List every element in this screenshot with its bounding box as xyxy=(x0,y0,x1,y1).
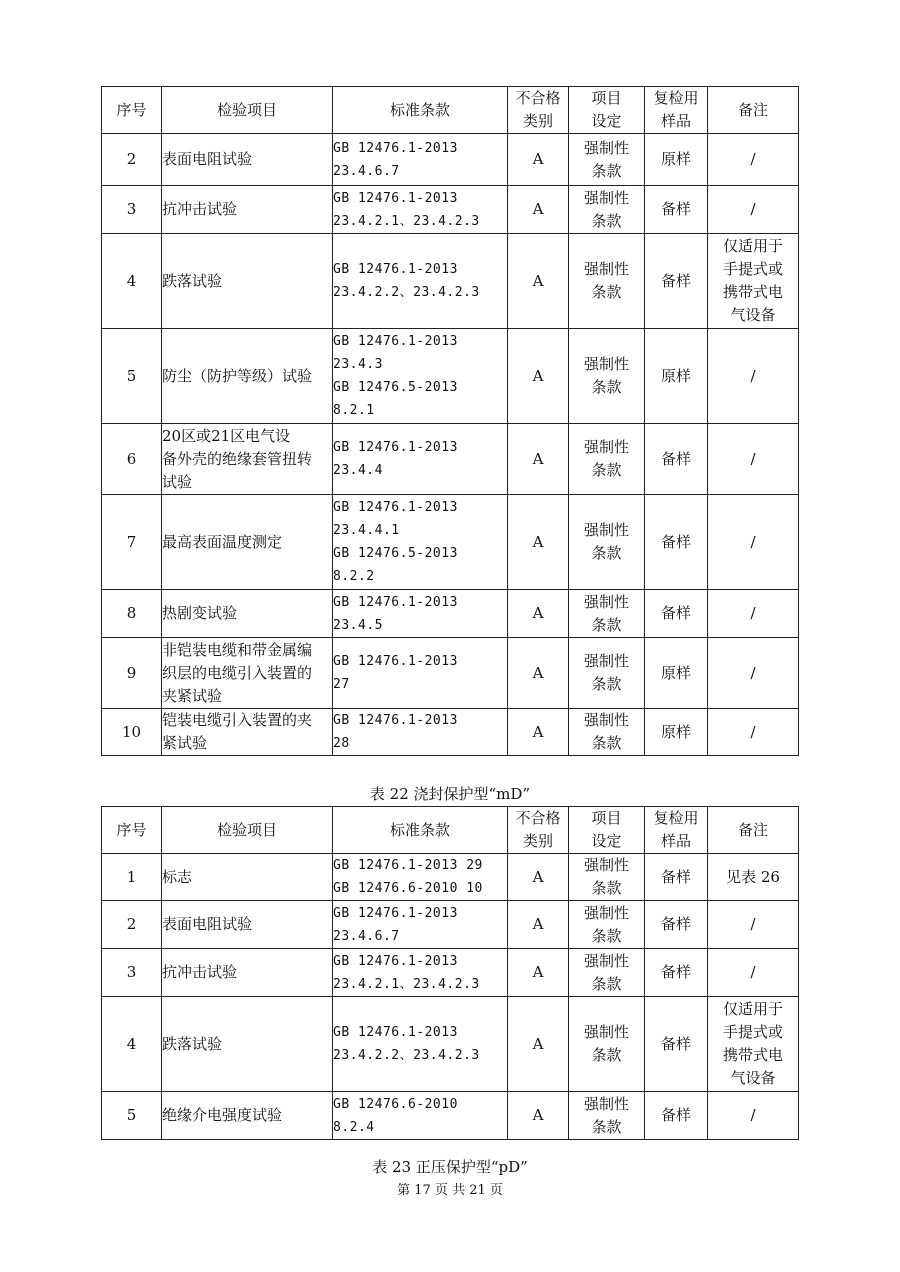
header-setting: 项目 设定 xyxy=(569,87,645,134)
cell-item: 抗冲击试验 xyxy=(162,186,333,234)
inspection-table-continued xyxy=(101,86,799,756)
cell-no: 7 xyxy=(102,495,162,590)
cell-setting: 强制性 条款 xyxy=(569,997,645,1092)
cell-setting: 强制性 条款 xyxy=(569,949,645,997)
header-item: 检验项目 xyxy=(162,87,333,134)
cell-item: 标志 xyxy=(162,854,333,901)
cell-category: A xyxy=(508,134,569,186)
cell-setting: 强制性 条款 xyxy=(569,134,645,186)
cell-category: A xyxy=(508,709,569,756)
cell-note: / xyxy=(708,329,799,424)
cell-note: / xyxy=(708,495,799,590)
cell-no: 2 xyxy=(102,901,162,949)
header-category: 不合格 类别 xyxy=(508,807,569,854)
cell-item: 跌落试验 xyxy=(162,234,333,329)
table-row xyxy=(102,329,799,424)
cell-setting: 强制性 条款 xyxy=(569,424,645,495)
cell-standard: GB 12476.1-2013 23.4.4.1 GB 12476.5-2013 8.2.2 xyxy=(333,495,508,590)
cell-setting: 强制性 条款 xyxy=(569,186,645,234)
cell-no: 1 xyxy=(102,854,162,901)
table-caption-23: 表 23 正压保护型“pD” xyxy=(372,1158,528,1176)
inspection-table-md xyxy=(101,806,799,1140)
cell-standard: GB 12476.1-2013 23.4.2.2、23.4.2.3 xyxy=(333,997,508,1092)
cell-item: 20区或21区电气设 备外壳的绝缘套管扭转 试验 xyxy=(162,424,333,495)
table-row xyxy=(102,949,799,997)
cell-no: 5 xyxy=(102,1092,162,1140)
cell-setting: 强制性 条款 xyxy=(569,638,645,709)
table-header-row xyxy=(102,807,799,854)
table-row xyxy=(102,495,799,590)
cell-no: 10 xyxy=(102,709,162,756)
cell-sample: 原样 xyxy=(645,134,708,186)
cell-sample: 备样 xyxy=(645,997,708,1092)
cell-sample: 备样 xyxy=(645,186,708,234)
table-header-row xyxy=(102,87,799,134)
cell-sample: 备样 xyxy=(645,234,708,329)
cell-note: / xyxy=(708,949,799,997)
cell-sample: 原样 xyxy=(645,638,708,709)
cell-no: 9 xyxy=(102,638,162,709)
cell-setting: 强制性 条款 xyxy=(569,329,645,424)
cell-note: 仅适用于 手提式或 携带式电 气设备 xyxy=(708,997,799,1092)
cell-sample: 备样 xyxy=(645,901,708,949)
cell-standard: GB 12476.1-2013 23.4.6.7 xyxy=(333,901,508,949)
cell-sample: 原样 xyxy=(645,329,708,424)
cell-category: A xyxy=(508,638,569,709)
table-row xyxy=(102,709,799,756)
cell-category: A xyxy=(508,329,569,424)
cell-note: / xyxy=(708,638,799,709)
cell-standard: GB 12476.6-2010 8.2.4 xyxy=(333,1092,508,1140)
cell-item: 非铠装电缆和带金属编 织层的电缆引入装置的 夹紧试验 xyxy=(162,638,333,709)
table-row xyxy=(102,854,799,901)
cell-setting: 强制性 条款 xyxy=(569,709,645,756)
cell-no: 4 xyxy=(102,997,162,1092)
cell-setting: 强制性 条款 xyxy=(569,590,645,638)
cell-item: 表面电阻试验 xyxy=(162,134,333,186)
cell-standard: GB 12476.1-2013 28 xyxy=(333,709,508,756)
header-no: 序号 xyxy=(102,87,162,134)
cell-category: A xyxy=(508,234,569,329)
table-row xyxy=(102,234,799,329)
cell-setting: 强制性 条款 xyxy=(569,1092,645,1140)
cell-note: / xyxy=(708,424,799,495)
table-row xyxy=(102,134,799,186)
cell-standard: GB 12476.1-2013 27 xyxy=(333,638,508,709)
cell-standard: GB 12476.1-2013 23.4.5 xyxy=(333,590,508,638)
cell-standard: GB 12476.1-2013 23.4.6.7 xyxy=(333,134,508,186)
cell-no: 8 xyxy=(102,590,162,638)
cell-item: 防尘（防护等级）试验 xyxy=(162,329,333,424)
cell-category: A xyxy=(508,949,569,997)
cell-no: 5 xyxy=(102,329,162,424)
cell-category: A xyxy=(508,590,569,638)
cell-category: A xyxy=(508,424,569,495)
cell-item: 铠装电缆引入装置的夹 紧试验 xyxy=(162,709,333,756)
cell-sample: 备样 xyxy=(645,424,708,495)
header-standard: 标准条款 xyxy=(333,87,508,134)
cell-item: 跌落试验 xyxy=(162,997,333,1092)
cell-no: 3 xyxy=(102,949,162,997)
cell-note: 仅适用于 手提式或 携带式电 气设备 xyxy=(708,234,799,329)
cell-no: 3 xyxy=(102,186,162,234)
cell-category: A xyxy=(508,1092,569,1140)
cell-item: 抗冲击试验 xyxy=(162,949,333,997)
cell-item: 热剧变试验 xyxy=(162,590,333,638)
cell-item: 表面电阻试验 xyxy=(162,901,333,949)
cell-standard: GB 12476.1-2013 29 GB 12476.6-2010 10 xyxy=(333,854,508,901)
header-note: 备注 xyxy=(708,807,799,854)
cell-category: A xyxy=(508,997,569,1092)
cell-no: 2 xyxy=(102,134,162,186)
cell-sample: 备样 xyxy=(645,949,708,997)
cell-sample: 备样 xyxy=(645,495,708,590)
cell-note: / xyxy=(708,709,799,756)
header-item: 检验项目 xyxy=(162,807,333,854)
cell-standard: GB 12476.1-2013 23.4.2.1、23.4.2.3 xyxy=(333,949,508,997)
cell-note: / xyxy=(708,590,799,638)
header-sample: 复检用 样品 xyxy=(645,807,708,854)
cell-note: / xyxy=(708,1092,799,1140)
cell-item: 绝缘介电强度试验 xyxy=(162,1092,333,1140)
cell-sample: 备样 xyxy=(645,590,708,638)
table-row xyxy=(102,424,799,495)
cell-standard: GB 12476.1-2013 23.4.2.2、23.4.2.3 xyxy=(333,234,508,329)
cell-note: / xyxy=(708,901,799,949)
cell-setting: 强制性 条款 xyxy=(569,495,645,590)
table-row xyxy=(102,1092,799,1140)
table-row xyxy=(102,901,799,949)
cell-category: A xyxy=(508,901,569,949)
cell-sample: 原样 xyxy=(645,709,708,756)
cell-no: 4 xyxy=(102,234,162,329)
table-row xyxy=(102,997,799,1092)
table-row xyxy=(102,638,799,709)
table-row xyxy=(102,590,799,638)
cell-standard: GB 12476.1-2013 23.4.3 GB 12476.5-2013 8.2.1 xyxy=(333,329,508,424)
table-caption-22: 表 22 浇封保护型“mD” xyxy=(369,785,531,803)
cell-no: 6 xyxy=(102,424,162,495)
header-category: 不合格 类别 xyxy=(508,87,569,134)
cell-standard: GB 12476.1-2013 23.4.4 xyxy=(333,424,508,495)
cell-note: 见表 26 xyxy=(708,854,799,901)
table-row xyxy=(102,186,799,234)
page-footer: 第 17 页 共 21 页 xyxy=(397,1183,503,1198)
cell-sample: 备样 xyxy=(645,854,708,901)
cell-note: / xyxy=(708,134,799,186)
header-setting: 项目 设定 xyxy=(569,807,645,854)
cell-setting: 强制性 条款 xyxy=(569,901,645,949)
cell-sample: 备样 xyxy=(645,1092,708,1140)
cell-note: / xyxy=(708,186,799,234)
cell-item: 最高表面温度测定 xyxy=(162,495,333,590)
cell-category: A xyxy=(508,495,569,590)
header-standard: 标准条款 xyxy=(333,807,508,854)
cell-setting: 强制性 条款 xyxy=(569,234,645,329)
cell-standard: GB 12476.1-2013 23.4.2.1、23.4.2.3 xyxy=(333,186,508,234)
cell-setting: 强制性 条款 xyxy=(569,854,645,901)
header-no: 序号 xyxy=(102,807,162,854)
header-note: 备注 xyxy=(708,87,799,134)
header-sample: 复检用 样品 xyxy=(645,87,708,134)
cell-category: A xyxy=(508,186,569,234)
cell-category: A xyxy=(508,854,569,901)
